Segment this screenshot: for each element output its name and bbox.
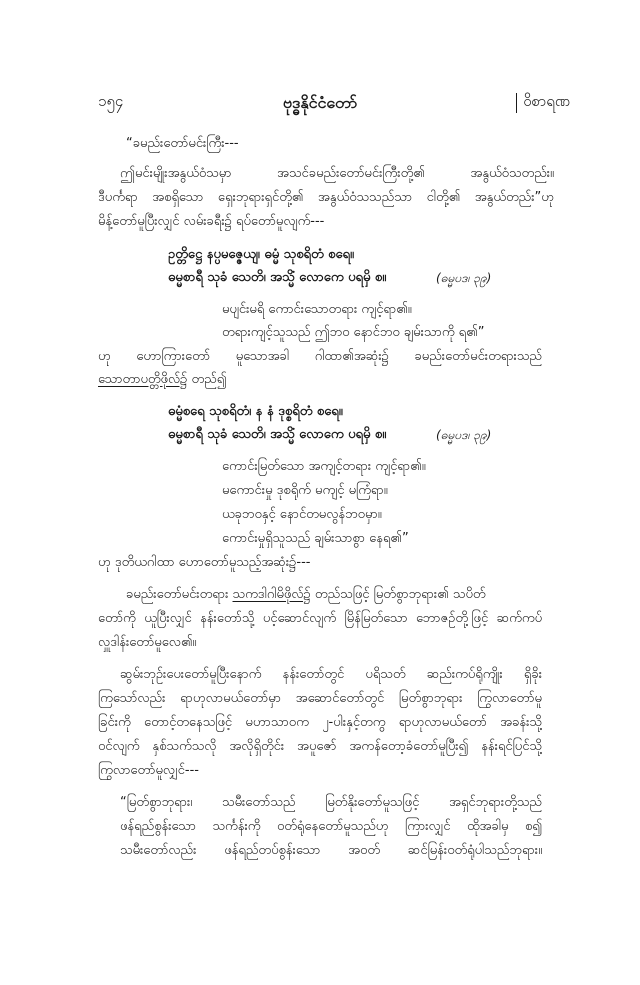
- page-number: ၁၅၄: [98, 92, 124, 110]
- text-line: ကြသော်လည်း ရာဟုလာမယ်တော်မှာ အဆောင်တော်တွင် မြတ်စွာဘုရား ကြွလာတော်မူ: [98, 691, 542, 706]
- text-line: [98, 370, 226, 390]
- verse-reference: (ဓမ္မပဒ၊ ၃၉): [436, 428, 492, 442]
- text-line: ခြင်းကို တောင့်တနေသဖြင့် မဟာသာဝက ၂-ပါးနှင့်တကွ ရာဟုလာမယ်တော် အခန်းသို့: [98, 715, 542, 730]
- verse-line: ဓမ္မစာရီ သုခံ သေတိ၊ အသ္မိံ လောကေ ပရမှိ စ။: [168, 270, 387, 285]
- text-fragment: ခမည်းတော်မင်းတရား: [126, 587, 229, 602]
- text-line: [126, 585, 486, 605]
- text-line: “မြတ်စွာဘုရား၊ သမီးတော်သည် မြတ်နိုးတော်မူသဖြင့် အရှင်ဘုရားတို့သည်: [120, 795, 542, 810]
- text-line: ကောင်းမြတ်သော အကျင့်တရား ကျင့်ရာ၏။: [222, 459, 426, 474]
- underlined-term: သောတာပတ္တိဖိုလ်၌: [98, 372, 188, 387]
- text-fragment: တည်သဖြင့် မြတ်စွာဘုရား၏ သပိတ်: [314, 587, 486, 602]
- verse-line: ဥတ္တိဋ္ဌေ နပ္ပမဇ္ဇေယျ၊ ဓမ္မံ သုစရိတံ စရေ။: [168, 247, 354, 262]
- running-title: ဗုဒ္ဓနိုင်ငံတော်: [282, 93, 358, 112]
- header-divider: [516, 93, 517, 113]
- text-line: မကောင်းမှု ဒုစရိုက် မကျင့် မကြံရာ။: [222, 483, 388, 498]
- text-line: ဤမင်းမျိုးအနွယ်ဝံသမှာ အသင်ခမည်းတော်မင်းကြီးတို့၏ အနွယ်ဝံသတည်း။: [120, 166, 554, 181]
- text-line: ဝင်လျက် နှစ်သက်သလို အလိုရှိတိုင်း အပူဇော် အကန်တော့ခံတော်မူပြီး၍ နန်းရင်ပြင်သို့: [98, 739, 542, 754]
- text-line: ကောင်းမှုရှိသူသည် ချမ်းသာစွာ နေရ၏”: [222, 531, 409, 546]
- text-line: “ခမည်းတော်မင်းကြီး---: [126, 136, 239, 151]
- section-label-text: ဝိစာရဏ: [523, 92, 570, 110]
- text-line: ဖန်ရည်စွန်းသော သင်္ကန်းကို ဝတ်ရုံနေတော်မူသည်ဟု ကြားလျှင် ထိုအခါမှ စ၍: [120, 819, 542, 834]
- text-line: လှူဒါန်းတော်မူလေ၏။: [98, 635, 197, 650]
- text-line: ဟု ဒုတိယဂါထာ ဟောတော်မူသည့်အဆုံး၌---: [98, 555, 311, 570]
- underlined-term: သကဒါဂါမိဖိုလ်၌: [232, 587, 311, 602]
- text-line: ယခုဘဝနှင့် နောင်တမလွန်ဘဝမှာ။: [222, 507, 382, 522]
- text-line: ကြွလာတော်မူလျှင်---: [98, 763, 199, 778]
- text-line: မိန့်တော်မူပြီးလျှင် လမ်းခရီး၌ ရပ်တော်မူလျက်---: [98, 214, 325, 229]
- text-line: တော်ကို ယူပြီးလျှင် နန်းတော်သို့ ပင့်ဆောင်လျက် မြိန်မြတ်သော ဘောဇဉ်တို့ဖြင့် ဆက်ကပ်: [98, 611, 542, 626]
- text-line: တရားကျင့်သူသည် ဤဘဝ နောင်ဘဝ ချမ်းသာကို ရ၏”: [222, 325, 485, 340]
- verse-reference: (ဓမ္မပဒ၊ ၃၉): [436, 271, 492, 285]
- text-line: သမီးတော်လည်း ဖန်ရည်တပ်စွန်းသော အဝတ် ဆင်မြန်းဝတ်ရုံပါသည်ဘုရား။: [120, 843, 542, 858]
- text-line: ဟု ဟောကြားတော် မူသောအခါ ဂါထာ၏အဆုံး၌ ခမည်းတော်မင်းတရားသည်: [98, 349, 542, 364]
- text-line: မပျင်းမရိ ကောင်းသောတရား ကျင့်ရာ၏။: [222, 302, 412, 317]
- text-line: ဒီပင်္ကရာ အစရှိသော ရှေးဘုရားရှင်တို့၏ အနွယ်ဝံသသည်သာ ငါတို့၏ အနွယ်တည်း”ဟု: [98, 190, 554, 205]
- verse-line: ဓမ္မစာရီ သုခံ သေတိ၊ အသ္မိံ လောကေ ပရမှိ စ။: [168, 427, 387, 442]
- text-fragment: တည်၍: [191, 372, 227, 387]
- text-line: ဆွမ်းဘုဉ်းပေးတော်မူပြီးနောက် နန်းတော်တွင် ပရိသတ် ဆည်းကပ်ရိုကျိုး ရှိခိုး: [120, 667, 542, 682]
- section-label: [516, 92, 570, 114]
- verse-line: ဓမ္မံစရေ သုစရိတံ၊ န နံ ဒုစ္စရိတံ စရေ။: [168, 404, 343, 419]
